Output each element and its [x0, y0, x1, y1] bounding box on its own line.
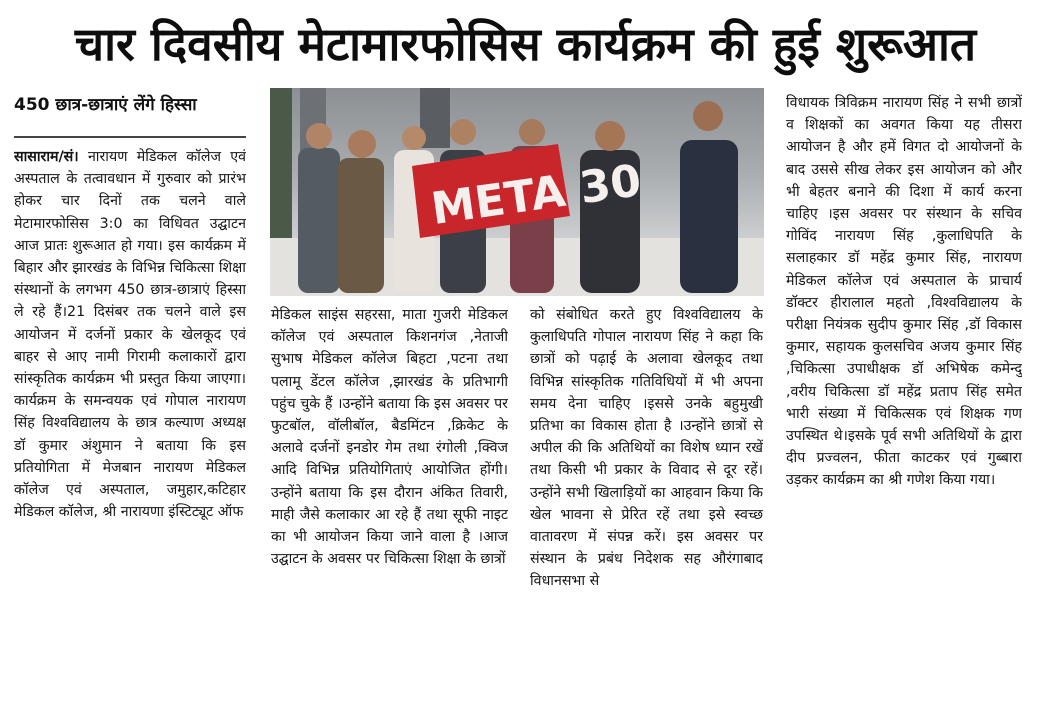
headline: चार दिवसीय मेटामारफोसिस कार्यक्रम की हुई शुरूआत — [74, 17, 977, 71]
subheadline: 450 छात्र-छात्राएं लेंगे हिस्सा — [14, 95, 197, 115]
event-photo — [270, 88, 764, 296]
article-column-3: को संबोधित करते हुए विश्वविद्यालय के कुलाधिपति गोपाल नारायण सिंह ने कहा कि छात्रों को पढ़ाई के अलावा खेलकूद तथा विभिन्न सांस्कृतिक गतिविधियों में भी अपना समय देना चाहिए ।इससे उनके बहुमुखी प्रतिभा का विकास होता है ।उन्होंने छात्रों से अपील की कि अतिथियों का विशेष ध्यान रखें तथा किसी भी प्रकार के विवाद से दूर रहें। उन्होंने सभी खिलाड़ियों का आहवान किया कि खेल भावना से प्रेरित रहें तथा इसे स्वच्छ वातावरण में संपन्न करें। इस अवसर पर संस्थान के प्रबंध निदेशक सह औरंगाबाद विधानसभा से — [530, 307, 763, 590]
column-1-text: नारायण मेडिकल कॉलेज एवं अस्पताल के तत्वावधान में गुरुवार को प्रारंभ होकर चार दिनों तक चलने वाले मेटामारफोसिस 3:0 का विधिवत उद्घाटन आज प्रातः शुरूआत हो गया। इस कार्यक्रम में बिहार और झारखंड के विभिन्न चिकित्सा शिक्षा संस्थानों के लगभग 450 छात्र-छात्राएं हिस्सा ले रहे हैं।21 दिसंबर तक चलने वाले इस आयोजन में दर्जनों प्रकार के खेलकूद एवं बाहर से आए नामी गिरामी कलाकारों द्वारा सांस्कृतिक कार्यक्रम भी प्रस्तुत किया जाएगा।कार्यक्रम के समन्वयक एवं गोपाल नारायण सिंह विश्वविद्यालय के छात्र कल्याण अध्यक्ष डॉ कुमार अंशुमान ने बताया कि इस प्रतियोगिता में मेजबान नारायण मेडिकल कॉलेज एवं अस्पताल, जमुहार,कटिहार मेडिकल कॉलेज, श्री नारायणा इंस्टिट्यूट ऑफ — [14, 149, 246, 521]
article-column-4: विधायक त्रिविक्रम नारायण सिंह ने सभी छात्रों व शिक्षकों का अवगत किया यह तीसरा आयोजन है और हमें विगत दो आयोजनों के बाद उससे सीख लेकर इस आयोजन को और भी बेहतर बनाने की दिशा में कार्य करना चाहिए ।इस अवसर पर संस्थान के सचिव गोविंद नारायण सिंह ,कुलाधिपति के सलाहकार डॉ महेंद्र कुमार सिंह, नारायण मेडिकल कॉलेज एवं अस्पताल के प्राचार्य डॉक्टर हीरालाल महतो ,विश्वविद्यालय के परीक्षा नियंत्रक सुदीप कुमार सिंह ,डॉ विकास कुमार, सहायक कुलसचिव अजय कुमार सिंह ,चिकित्सा उपाधीक्षक डॉ अभिषेक कमेन्दु ,वरीय चिकित्सा डॉ महेंद्र प्रताप सिंह समेत भारी संख्या में चिकित्सक एवं शिक्षक गण उपस्थित थे।इसके पूर्व सभी अतिथियों के द्वारा दीप प्रज्वलन, फीता काटकर एवं गुब्बारा उड़कर कार्यक्रम का श्री गणेश किया गया। — [786, 95, 1022, 489]
subheadline-divider — [14, 136, 246, 138]
article-column-1 — [14, 146, 246, 706]
article-column-2: मेडिकल साइंस सहरसा, माता गुजरी मेडिकल कॉलेज एवं अस्पताल किशनगंज ,नेताजी सुभाष मेडिकल कॉलेज बिहटा ,पटना तथा पलामू डेंटल कॉलेज ,झारखंड के प्रतिभागी पहुंच चुके हैं ।उन्होंने बताया कि इस अवसर पर फुटबॉल, वॉलीबॉल, बैडमिंटन ,क्रिकेट के अलावे दर्जनों इनडोर गेम तथा रंगोली ,क्विज आदि विभिन्न प्रतियोगिताएं आयोजित होंगी। उन्होंने बताया कि इस दौरान अंकित तिवारी, माही जैसे कलाकार आ रहे हैं तथा सूफी नाइट का भी आयोजन किया जाने वाला है ।आज उद्घाटन के अवसर पर चिकित्सा शिक्षा के छात्रों — [271, 307, 508, 568]
banner-text: META 30 — [428, 155, 645, 236]
dateline: सासाराम/सं। — [14, 149, 79, 165]
event-photo-illustration — [270, 88, 764, 296]
